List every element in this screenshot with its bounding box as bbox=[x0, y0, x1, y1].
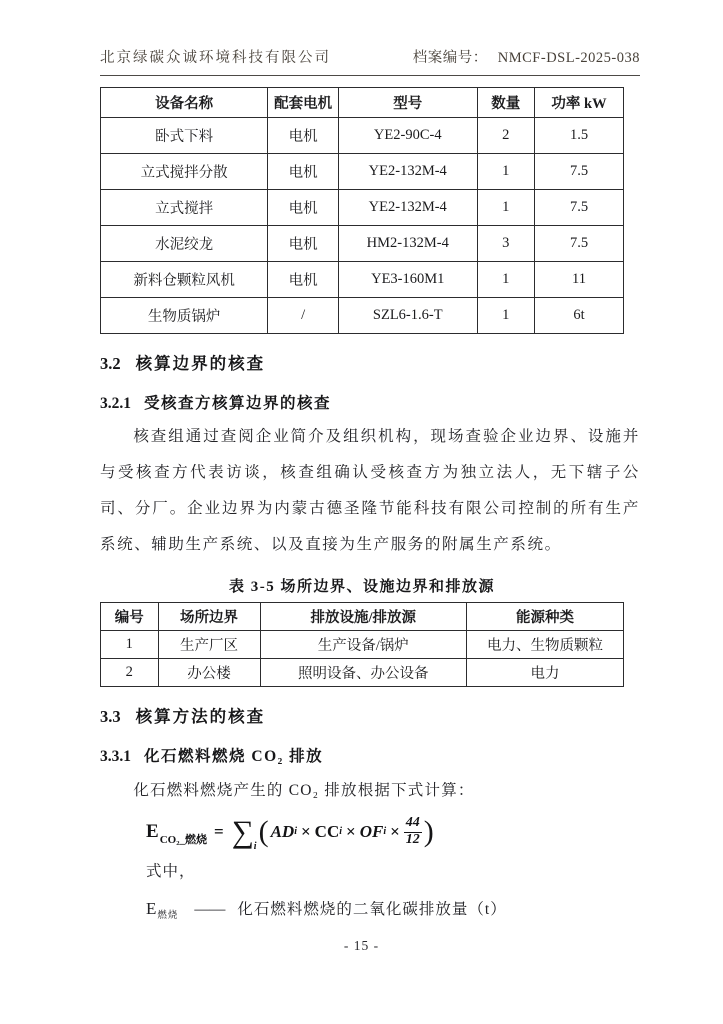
term-OF-sub: i bbox=[383, 826, 387, 838]
table-cell: 电机 bbox=[268, 118, 339, 154]
left-paren: ( bbox=[258, 814, 269, 848]
boundary-table bbox=[100, 602, 624, 687]
section-title: 化石燃料燃烧 CO₂ 排放 bbox=[144, 748, 324, 765]
table-cell: 生物质锅炉 bbox=[101, 298, 268, 334]
table-cell: 7.5 bbox=[535, 190, 624, 226]
table-cell: 1 bbox=[477, 298, 535, 334]
table-row bbox=[101, 659, 624, 687]
table-header-row bbox=[101, 603, 624, 631]
formula-lhs-subscript: CO₂_燃烧 bbox=[159, 833, 207, 846]
table-row bbox=[101, 262, 624, 298]
formula-intro: 化石燃料燃烧产生的 CO₂ 排放根据下式计算： bbox=[133, 782, 475, 799]
term-CC-sub: i bbox=[339, 826, 343, 838]
table-cell: 立式搅拌 bbox=[101, 190, 268, 226]
table-cell: 7.5 bbox=[535, 226, 624, 262]
table-cell: 1 bbox=[477, 154, 535, 190]
table-cell: 照明设备、办公设备 bbox=[260, 659, 467, 687]
column-header: 设备名称 bbox=[101, 88, 268, 118]
equals-sign: = bbox=[214, 821, 224, 841]
section-number: 3.3 bbox=[100, 707, 121, 726]
table-cell: 2 bbox=[101, 659, 159, 687]
definition-symbol: E bbox=[146, 899, 158, 919]
definition-symbol-subscript: 燃烧 bbox=[157, 911, 179, 922]
table-cell: 电机 bbox=[268, 154, 339, 190]
table-3-5-caption: 表 3-5 场所边界、设施边界和排放源 bbox=[229, 579, 495, 595]
table-header-row bbox=[101, 88, 624, 118]
sigma-symbol: ∑ bbox=[231, 813, 254, 849]
table-cell: / bbox=[268, 298, 339, 334]
table-row bbox=[101, 631, 624, 659]
table-cell: 电机 bbox=[268, 226, 339, 262]
table-cell: 水泥绞龙 bbox=[101, 226, 268, 262]
table-cell: 卧式下料 bbox=[101, 118, 268, 154]
formula-lhs bbox=[146, 820, 207, 846]
term-OF: OF bbox=[359, 821, 384, 841]
column-header: 数量 bbox=[477, 88, 535, 118]
times-sign: × bbox=[300, 821, 311, 841]
table-cell: YE2-90C-4 bbox=[338, 118, 477, 154]
table-cell: YE2-132M-4 bbox=[338, 190, 477, 226]
equipment-table bbox=[100, 87, 624, 334]
table-cell: 立式搅拌分散 bbox=[101, 154, 268, 190]
definition-text: 化石燃料燃烧的二氧化碳排放量（t） bbox=[237, 901, 507, 919]
right-paren: ) bbox=[423, 814, 434, 848]
table-cell: 电力 bbox=[467, 659, 624, 687]
section-heading-3-3-1 bbox=[100, 744, 640, 766]
formula-symbol-E: E bbox=[146, 820, 159, 842]
boundary-table-header bbox=[101, 603, 624, 631]
file-number bbox=[413, 46, 640, 67]
table-row bbox=[101, 154, 624, 190]
table-cell: 电机 bbox=[268, 262, 339, 298]
column-header: 型号 bbox=[338, 88, 477, 118]
equipment-table-header bbox=[101, 88, 624, 118]
section-number: 3.3.1 bbox=[100, 748, 131, 765]
formula-terms bbox=[271, 816, 422, 847]
term-AD: AD bbox=[270, 821, 295, 841]
boundary-check-paragraph: 核查组通过查阅企业简介及组织机构，现场查验企业边界、设施并与受核查方代表访谈，核查组确认受核查方为独立法人，无下辖子公司、分厂。企业边界为内蒙古德圣隆节能科技有限公司控制的所有生产系统、辅助生产系统、以及直接为生产服务的附属生产系统。 bbox=[100, 428, 640, 553]
table-cell: 新料仓颗粒风机 bbox=[101, 262, 268, 298]
table-cell: 6t bbox=[535, 298, 624, 334]
times-sign: × bbox=[390, 821, 400, 841]
symbol-definition bbox=[146, 897, 640, 922]
boundary-table-body bbox=[101, 631, 624, 687]
file-number-label: 档案编号： bbox=[412, 50, 488, 66]
section-heading-3-2 bbox=[100, 350, 640, 374]
summation bbox=[231, 813, 257, 852]
table-cell: 1 bbox=[477, 262, 535, 298]
section-number: 3.2 bbox=[100, 354, 121, 373]
company-name: 北京绿碳众诚环境科技有限公司 bbox=[100, 50, 331, 66]
column-header: 排放设施/排放源 bbox=[260, 603, 467, 631]
section-title: 核算边界的核查 bbox=[135, 354, 266, 373]
table-cell: HM2-132M-4 bbox=[338, 226, 477, 262]
column-header: 功率 kW bbox=[535, 88, 624, 118]
table-cell: 办公楼 bbox=[158, 659, 260, 687]
definition-dash: —— bbox=[194, 901, 226, 919]
table-cell: 生产设备/锅炉 bbox=[260, 631, 467, 659]
table-row bbox=[101, 118, 624, 154]
table-cell: 7.5 bbox=[535, 154, 624, 190]
column-header: 场所边界 bbox=[158, 603, 260, 631]
table-cell: SZL6-1.6-T bbox=[338, 298, 477, 334]
section-heading-3-2-1 bbox=[100, 391, 640, 413]
table-cell: 电机 bbox=[268, 190, 339, 226]
times-sign: × bbox=[346, 821, 356, 841]
term-AD-sub: i bbox=[294, 826, 297, 838]
section-title: 受核查方核算边界的核查 bbox=[144, 395, 332, 412]
table-cell: 电力、生物质颗粒 bbox=[467, 631, 624, 659]
section-title: 核算方法的核查 bbox=[135, 707, 266, 726]
co2-combustion-formula bbox=[146, 813, 640, 852]
section-heading-3-3 bbox=[100, 703, 640, 727]
where-label: 式中， bbox=[146, 863, 196, 881]
table-row bbox=[101, 190, 624, 226]
table-cell: 2 bbox=[477, 118, 535, 154]
table-cell: YE3-160M1 bbox=[338, 262, 477, 298]
equipment-table-body bbox=[101, 118, 624, 334]
table-cell: 11 bbox=[535, 262, 624, 298]
column-header: 能源种类 bbox=[467, 603, 624, 631]
table-row bbox=[101, 226, 624, 262]
table-cell: 1.5 bbox=[535, 118, 624, 154]
page-number: - 15 - bbox=[343, 938, 380, 953]
sigma-index: i bbox=[253, 840, 257, 852]
fraction-numerator: 44 bbox=[404, 816, 422, 833]
fraction-44-12 bbox=[404, 816, 422, 847]
column-header: 编号 bbox=[101, 603, 159, 631]
table-row bbox=[101, 298, 624, 334]
table-cell: 3 bbox=[477, 226, 535, 262]
section-number: 3.2.1 bbox=[100, 395, 131, 412]
term-CC: CC bbox=[314, 821, 340, 841]
column-header: 配套电机 bbox=[268, 88, 339, 118]
table-cell: 生产厂区 bbox=[158, 631, 260, 659]
file-number-value: NMCF-DSL-2025-038 bbox=[497, 50, 640, 66]
table-cell: YE2-132M-4 bbox=[338, 154, 477, 190]
table-cell: 1 bbox=[477, 190, 535, 226]
table-cell: 1 bbox=[101, 631, 159, 659]
page-header bbox=[100, 46, 640, 76]
fraction-denominator: 12 bbox=[405, 831, 420, 847]
